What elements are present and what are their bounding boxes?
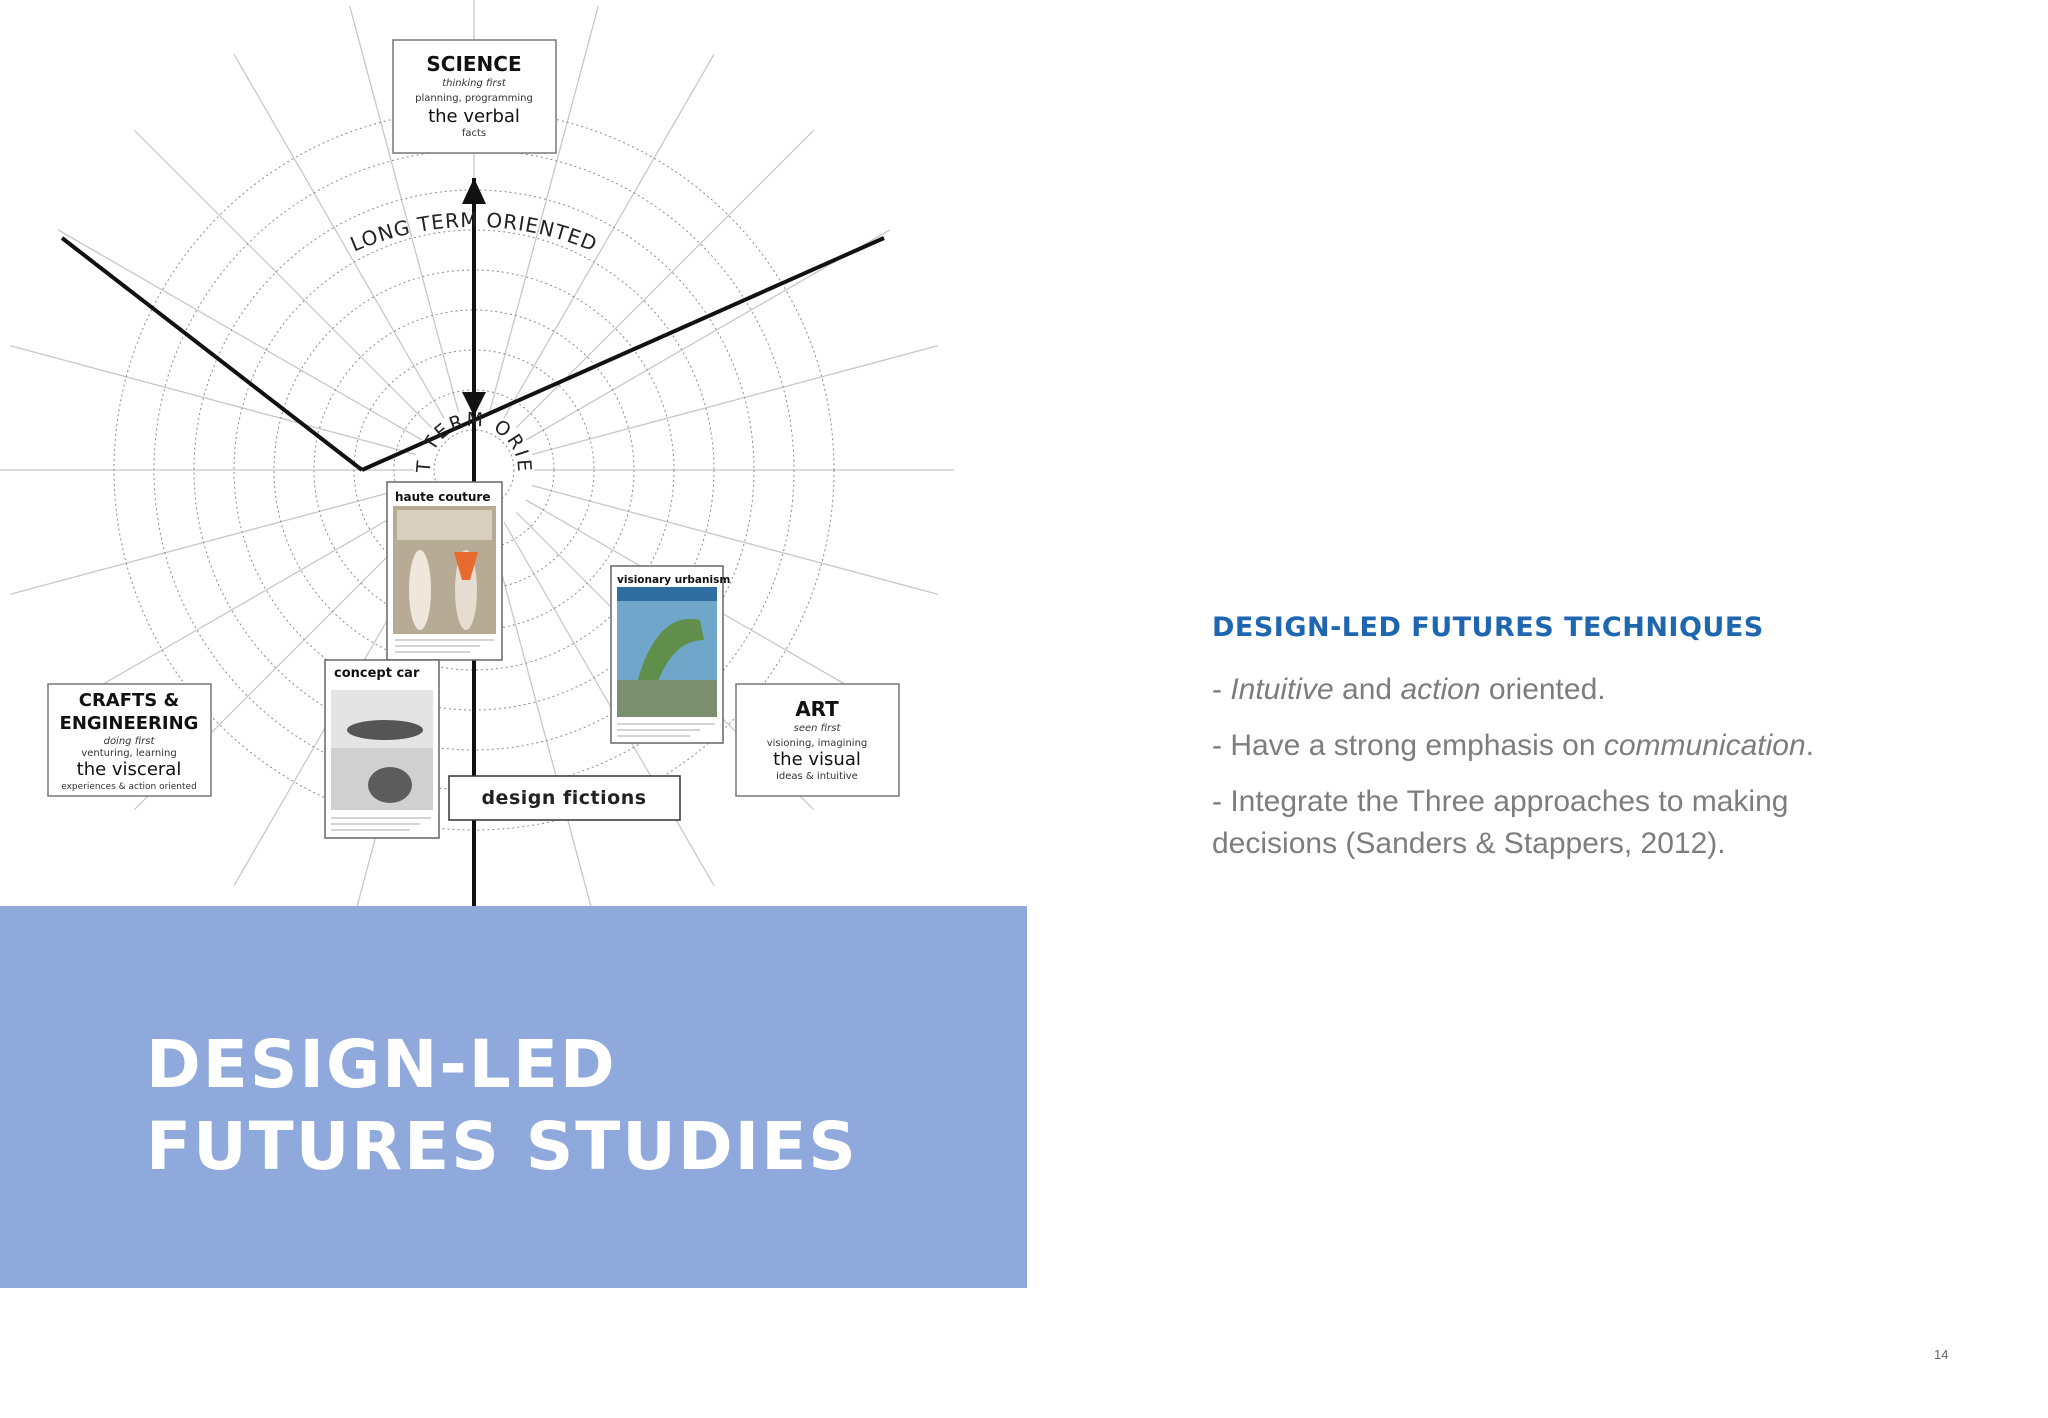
grid-ray (532, 346, 938, 455)
science-box (393, 40, 556, 153)
design-fictions-label: design fictions (481, 787, 647, 809)
art-title: ART (795, 697, 839, 721)
grid-ray (58, 230, 422, 440)
futures-diagram (0, 0, 960, 960)
science-big: the verbal (428, 106, 520, 127)
science-line2: planning, programming (415, 93, 533, 104)
technique-bullet-1: - Intuitive and action oriented. (1212, 673, 1606, 706)
short-term-label: SHORT TERM ORIENTED (103, 93, 536, 475)
art-line2: visioning, imagining (766, 738, 868, 749)
visionary-urbanism-card (611, 566, 730, 743)
crafts-line3: experiences & action oriented (61, 782, 197, 792)
long-term-label: LONG TERM ORIENTED (346, 207, 602, 257)
page-title-line1: DESIGN-LED (146, 1026, 617, 1103)
page-title (146, 1024, 858, 1188)
science-line3: facts (461, 128, 487, 139)
science-line1: thinking first (442, 78, 506, 89)
concept-car-card (325, 660, 439, 838)
haute-couture-label: haute couture (395, 490, 491, 504)
arrow-up-icon (462, 178, 486, 204)
crafts-line1: doing first (103, 736, 155, 747)
design-fictions-box (449, 776, 680, 820)
crafts-box (48, 684, 211, 796)
techniques-heading: DESIGN-LED FUTURES TECHNIQUES (1212, 612, 1764, 643)
grid-ray (532, 486, 938, 595)
art-big: the visual (773, 749, 861, 770)
art-box (736, 684, 899, 796)
page-number: 14 (1934, 1347, 1949, 1362)
title-panel (0, 906, 1027, 1288)
visionary-urbanism-label: visionary urbanism (617, 574, 731, 586)
concept-car-label: concept car (334, 666, 420, 681)
technique-bullet-3: - Integrate the Three approaches to making decisions (Sanders & Stappers, 2012). (1212, 785, 1789, 860)
haute-couture-card (387, 482, 502, 660)
grid-ray (490, 528, 599, 934)
techniques-section (1212, 612, 1852, 879)
crafts-big: the visceral (76, 759, 182, 780)
page-title-line2: FUTURES STUDIES (146, 1108, 858, 1185)
crafts-line2: venturing, learning (81, 748, 177, 759)
art-line3: ideas & intuitive (776, 771, 858, 782)
crafts-title1: CRAFTS & (78, 690, 180, 711)
science-title: SCIENCE (426, 52, 522, 76)
crafts-title2: ENGINEERING (59, 713, 199, 734)
art-line1: seen first (793, 723, 841, 734)
grid-ray (10, 486, 416, 595)
grid-ray (10, 346, 416, 455)
grid-ray (135, 131, 432, 428)
technique-bullet-2: - Have a strong emphasis on communication. (1212, 729, 1814, 762)
